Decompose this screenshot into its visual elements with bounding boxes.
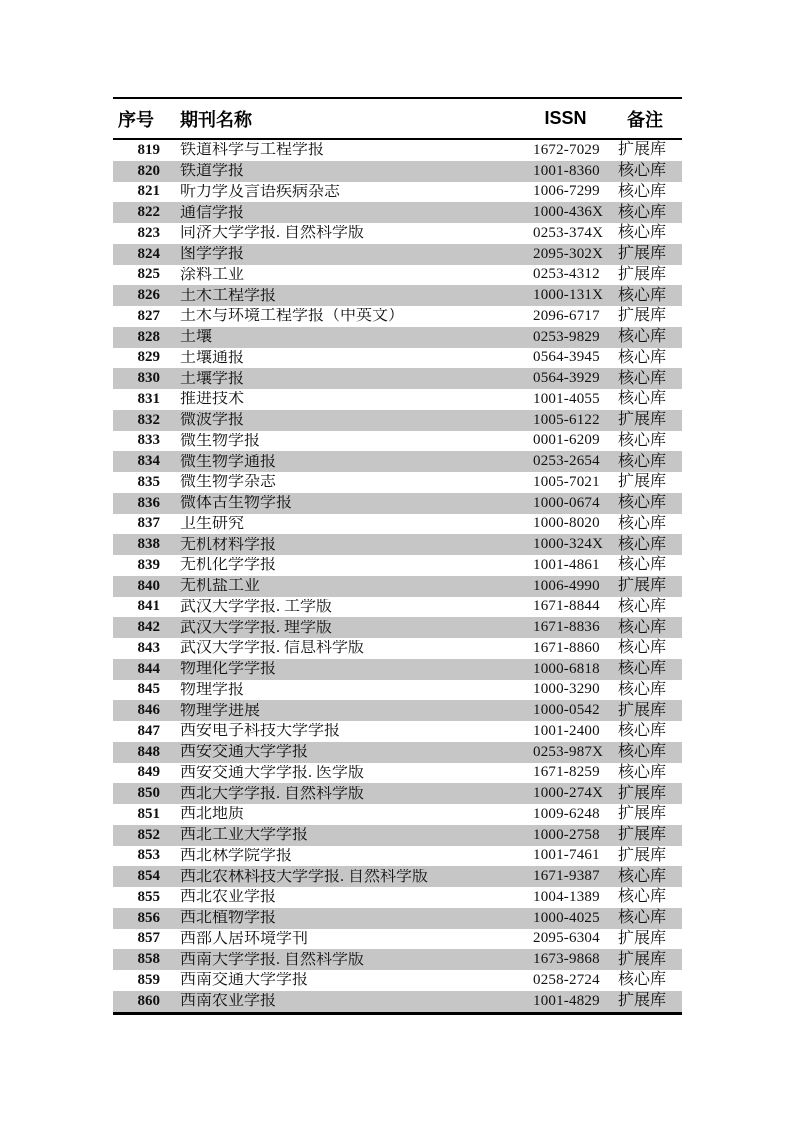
row-journal-name: 武汉大学学报. 理学版 xyxy=(180,619,333,636)
row-journal-name: 西北大学学报. 自然科学版 xyxy=(180,785,365,802)
row-remark: 核心库 xyxy=(618,328,667,346)
row-journal-name: 涂料工业 xyxy=(180,266,245,283)
row-journal-name: 土壤通报 xyxy=(180,349,245,366)
row-journal-name: 物理化学学报 xyxy=(180,661,277,678)
row-serial: 858 xyxy=(137,951,160,968)
row-issn: 0253-374X xyxy=(533,224,604,241)
table-row xyxy=(113,576,682,597)
row-issn: 1671-8259 xyxy=(533,764,600,781)
table-row xyxy=(113,804,682,825)
row-issn: 1000-2758 xyxy=(533,826,600,843)
header-issn: ISSN xyxy=(544,108,587,128)
row-serial: 847 xyxy=(137,722,160,739)
row-remark: 扩展库 xyxy=(618,784,667,802)
row-journal-name: 西南交通大学学报 xyxy=(180,972,309,989)
row-issn: 1000-436X xyxy=(533,204,604,221)
row-journal-name: 武汉大学学报. 信息科学版 xyxy=(180,640,365,657)
row-serial: 855 xyxy=(137,888,160,905)
row-issn: 2095-6304 xyxy=(533,930,600,947)
row-issn: 1006-7299 xyxy=(533,183,600,200)
table-row xyxy=(113,451,682,472)
table-row xyxy=(113,825,682,846)
row-journal-name: 听力学及言语疾病杂志 xyxy=(180,183,341,200)
row-serial: 831 xyxy=(137,390,160,407)
table-row xyxy=(113,846,682,867)
table-row xyxy=(113,721,682,742)
row-serial: 836 xyxy=(137,494,160,511)
table-row xyxy=(113,493,682,514)
row-serial: 828 xyxy=(137,328,160,345)
row-issn: 0564-3945 xyxy=(533,349,600,366)
row-issn: 2095-302X xyxy=(533,245,604,262)
row-issn: 2096-6717 xyxy=(533,307,600,324)
row-serial: 859 xyxy=(137,971,160,988)
table-row xyxy=(113,866,682,887)
row-journal-name: 通信学报 xyxy=(180,204,245,221)
row-remark: 扩展库 xyxy=(618,846,667,864)
row-serial: 839 xyxy=(137,556,160,573)
table-row xyxy=(113,514,682,535)
row-remark: 核心库 xyxy=(618,556,667,574)
table-row xyxy=(113,534,682,555)
row-serial: 824 xyxy=(137,245,160,262)
row-remark: 核心库 xyxy=(618,597,667,615)
row-serial: 822 xyxy=(137,204,160,221)
row-remark: 核心库 xyxy=(618,639,667,657)
row-issn: 1009-6248 xyxy=(533,805,600,822)
row-remark: 扩展库 xyxy=(618,805,667,823)
header-serial: 序号 xyxy=(118,109,154,130)
row-remark: 扩展库 xyxy=(618,245,667,263)
row-issn: 1001-4861 xyxy=(533,556,600,573)
row-serial: 820 xyxy=(137,162,160,179)
table-row xyxy=(113,970,682,991)
row-journal-name: 西北林学院学报 xyxy=(180,847,293,864)
row-remark: 核心库 xyxy=(618,743,667,761)
row-remark: 核心库 xyxy=(618,618,667,636)
row-remark: 核心库 xyxy=(618,888,667,906)
table-row xyxy=(113,306,682,327)
row-serial: 852 xyxy=(137,826,160,843)
row-remark: 核心库 xyxy=(618,909,667,927)
row-remark: 核心库 xyxy=(618,182,667,200)
row-issn: 1000-6818 xyxy=(533,660,600,677)
row-journal-name: 西北地质 xyxy=(180,806,245,823)
table-row xyxy=(113,908,682,929)
row-journal-name: 西安电子科技大学学报 xyxy=(180,723,341,740)
row-issn: 0253-2654 xyxy=(533,453,600,470)
row-serial: 860 xyxy=(137,992,160,1009)
row-issn: 1000-4025 xyxy=(533,909,600,926)
row-journal-name: 土木与环境工程学报（中英文） xyxy=(180,308,405,325)
row-serial: 830 xyxy=(137,370,160,387)
row-issn: 1005-7021 xyxy=(533,473,600,490)
table-row xyxy=(113,638,682,659)
row-serial: 857 xyxy=(137,930,160,947)
row-issn: 0253-987X xyxy=(533,743,604,760)
row-journal-name: 土壤学报 xyxy=(180,370,245,387)
row-journal-name: 西南大学学报. 自然科学版 xyxy=(180,951,365,968)
row-remark: 核心库 xyxy=(618,867,667,885)
row-remark: 扩展库 xyxy=(618,411,667,429)
row-issn: 1000-274X xyxy=(533,785,604,802)
table-row xyxy=(113,244,682,265)
row-journal-name: 无机化学学报 xyxy=(180,557,277,574)
row-issn: 1001-2400 xyxy=(533,722,600,739)
row-journal-name: 微波学报 xyxy=(180,412,245,429)
row-issn: 1671-8836 xyxy=(533,619,600,636)
table-row xyxy=(113,431,682,452)
row-journal-name: 西北农业学报 xyxy=(180,889,277,906)
row-serial: 854 xyxy=(137,868,160,885)
row-journal-name: 卫生研究 xyxy=(180,515,245,532)
table-row xyxy=(113,389,682,410)
row-issn: 1000-0674 xyxy=(533,494,600,511)
row-remark: 核心库 xyxy=(618,162,667,180)
row-serial: 827 xyxy=(137,307,160,324)
table-row xyxy=(113,887,682,908)
row-remark: 核心库 xyxy=(618,494,667,512)
row-issn: 1000-0542 xyxy=(533,702,600,719)
row-journal-name: 同济大学学报. 自然科学版 xyxy=(180,225,365,242)
row-issn: 1006-4990 xyxy=(533,577,600,594)
row-journal-name: 微生物学报 xyxy=(180,432,261,449)
row-remark: 核心库 xyxy=(618,286,667,304)
row-issn: 1671-9387 xyxy=(533,868,600,885)
row-serial: 843 xyxy=(137,639,160,656)
row-remark: 扩展库 xyxy=(618,577,667,595)
table-row xyxy=(113,472,682,493)
row-issn: 1000-131X xyxy=(533,287,604,304)
row-remark: 核心库 xyxy=(618,763,667,781)
table-row xyxy=(113,327,682,348)
row-issn: 1001-4055 xyxy=(533,390,600,407)
row-serial: 856 xyxy=(137,909,160,926)
row-remark: 扩展库 xyxy=(618,701,667,719)
table-row xyxy=(113,763,682,784)
header-remark: 备注 xyxy=(627,109,663,130)
row-journal-name: 物理学报 xyxy=(180,681,245,698)
row-journal-name: 无机材料学报 xyxy=(180,536,277,553)
row-journal-name: 西北工业大学学报 xyxy=(180,827,309,844)
row-journal-name: 无机盐工业 xyxy=(180,578,261,595)
row-issn: 1671-8860 xyxy=(533,639,600,656)
table-row xyxy=(113,929,682,950)
row-remark: 核心库 xyxy=(618,452,667,470)
row-serial: 837 xyxy=(137,515,160,532)
row-issn: 1672-7029 xyxy=(533,141,600,158)
row-serial: 819 xyxy=(137,141,160,158)
row-serial: 833 xyxy=(137,432,160,449)
row-remark: 核心库 xyxy=(618,431,667,449)
row-journal-name: 铁道学报 xyxy=(180,163,245,180)
row-remark: 核心库 xyxy=(618,660,667,678)
row-serial: 853 xyxy=(137,847,160,864)
row-issn: 1000-324X xyxy=(533,536,604,553)
table-row xyxy=(113,991,682,1012)
row-journal-name: 西安交通大学学报. 医学版 xyxy=(180,764,365,781)
row-serial: 834 xyxy=(137,453,160,470)
row-journal-name: 西安交通大学学报 xyxy=(180,744,309,761)
header-journal-name: 期刊名称 xyxy=(180,109,252,130)
row-issn: 1004-1389 xyxy=(533,888,600,905)
row-remark: 扩展库 xyxy=(618,265,667,283)
table-row xyxy=(113,410,682,431)
row-remark: 扩展库 xyxy=(618,950,667,968)
table-row xyxy=(113,680,682,701)
table-row xyxy=(113,659,682,680)
table-row xyxy=(113,161,682,182)
row-serial: 844 xyxy=(137,660,160,677)
row-remark: 核心库 xyxy=(618,535,667,553)
row-serial: 848 xyxy=(137,743,160,760)
table-row xyxy=(113,700,682,721)
row-remark: 扩展库 xyxy=(618,826,667,844)
table-row xyxy=(113,555,682,576)
table-row xyxy=(113,617,682,638)
row-issn: 0253-4312 xyxy=(533,266,600,283)
table-row xyxy=(113,368,682,389)
row-serial: 835 xyxy=(137,473,160,490)
row-remark: 核心库 xyxy=(618,369,667,387)
row-remark: 核心库 xyxy=(618,348,667,366)
row-remark: 扩展库 xyxy=(618,141,667,159)
row-serial: 849 xyxy=(137,764,160,781)
row-serial: 850 xyxy=(137,785,160,802)
row-serial: 821 xyxy=(137,183,160,200)
table-row xyxy=(113,140,682,161)
row-journal-name: 微生物学杂志 xyxy=(180,474,277,491)
table-row xyxy=(113,597,682,618)
row-remark: 核心库 xyxy=(618,203,667,221)
row-issn: 1001-4829 xyxy=(533,992,600,1009)
row-remark: 核心库 xyxy=(618,390,667,408)
row-journal-name: 物理学进展 xyxy=(180,702,261,719)
row-serial: 851 xyxy=(137,805,160,822)
row-remark: 扩展库 xyxy=(618,929,667,947)
row-remark: 扩展库 xyxy=(618,307,667,325)
row-journal-name: 西南农业学报 xyxy=(180,993,277,1010)
row-journal-name: 推进技术 xyxy=(180,391,245,408)
row-issn: 1000-8020 xyxy=(533,515,600,532)
table-row xyxy=(113,182,682,203)
journal-table-body xyxy=(113,140,682,1015)
row-serial: 845 xyxy=(137,681,160,698)
row-issn: 1000-3290 xyxy=(533,681,600,698)
row-journal-name: 图学学报 xyxy=(180,246,245,263)
table-row xyxy=(113,285,682,306)
row-serial: 823 xyxy=(137,224,160,241)
row-remark: 核心库 xyxy=(618,722,667,740)
table-header-row xyxy=(113,97,682,140)
row-issn: 1005-6122 xyxy=(533,411,600,428)
row-remark: 核心库 xyxy=(618,680,667,698)
row-issn: 1001-8360 xyxy=(533,162,600,179)
row-journal-name: 西北植物学报 xyxy=(180,910,277,927)
row-journal-name: 微体古生物学报 xyxy=(180,495,293,512)
row-journal-name: 微生物学通报 xyxy=(180,453,277,470)
row-serial: 846 xyxy=(137,702,160,719)
row-journal-name: 铁道科学与工程学报 xyxy=(180,142,325,159)
row-issn: 1673-9868 xyxy=(533,951,600,968)
row-journal-name: 西北农林科技大学学报. 自然科学版 xyxy=(180,868,429,885)
row-journal-name: 武汉大学学报. 工学版 xyxy=(180,598,333,615)
table-row xyxy=(113,202,682,223)
row-serial: 841 xyxy=(137,598,160,615)
row-serial: 842 xyxy=(137,619,160,636)
row-issn: 1001-7461 xyxy=(533,847,600,864)
row-remark: 扩展库 xyxy=(618,473,667,491)
row-remark: 核心库 xyxy=(618,971,667,989)
row-issn: 0258-2724 xyxy=(533,971,600,988)
row-serial: 829 xyxy=(137,349,160,366)
row-serial: 832 xyxy=(137,411,160,428)
row-remark: 扩展库 xyxy=(618,992,667,1010)
table-row xyxy=(113,348,682,369)
table-row xyxy=(113,949,682,970)
row-serial: 840 xyxy=(137,577,160,594)
table-row xyxy=(113,783,682,804)
row-serial: 838 xyxy=(137,536,160,553)
row-journal-name: 土壤 xyxy=(180,329,213,346)
row-remark: 核心库 xyxy=(618,514,667,532)
row-issn: 0253-9829 xyxy=(533,328,600,345)
row-serial: 825 xyxy=(137,266,160,283)
journal-table xyxy=(113,97,682,1015)
row-serial: 826 xyxy=(137,287,160,304)
row-issn: 0001-6209 xyxy=(533,432,600,449)
row-journal-name: 土木工程学报 xyxy=(180,287,277,304)
table-row xyxy=(113,742,682,763)
row-issn: 0564-3929 xyxy=(533,370,600,387)
row-remark: 核心库 xyxy=(618,224,667,242)
row-issn: 1671-8844 xyxy=(533,598,600,615)
table-row xyxy=(113,223,682,244)
row-journal-name: 西部人居环境学刊 xyxy=(180,930,309,947)
table-row xyxy=(113,265,682,286)
